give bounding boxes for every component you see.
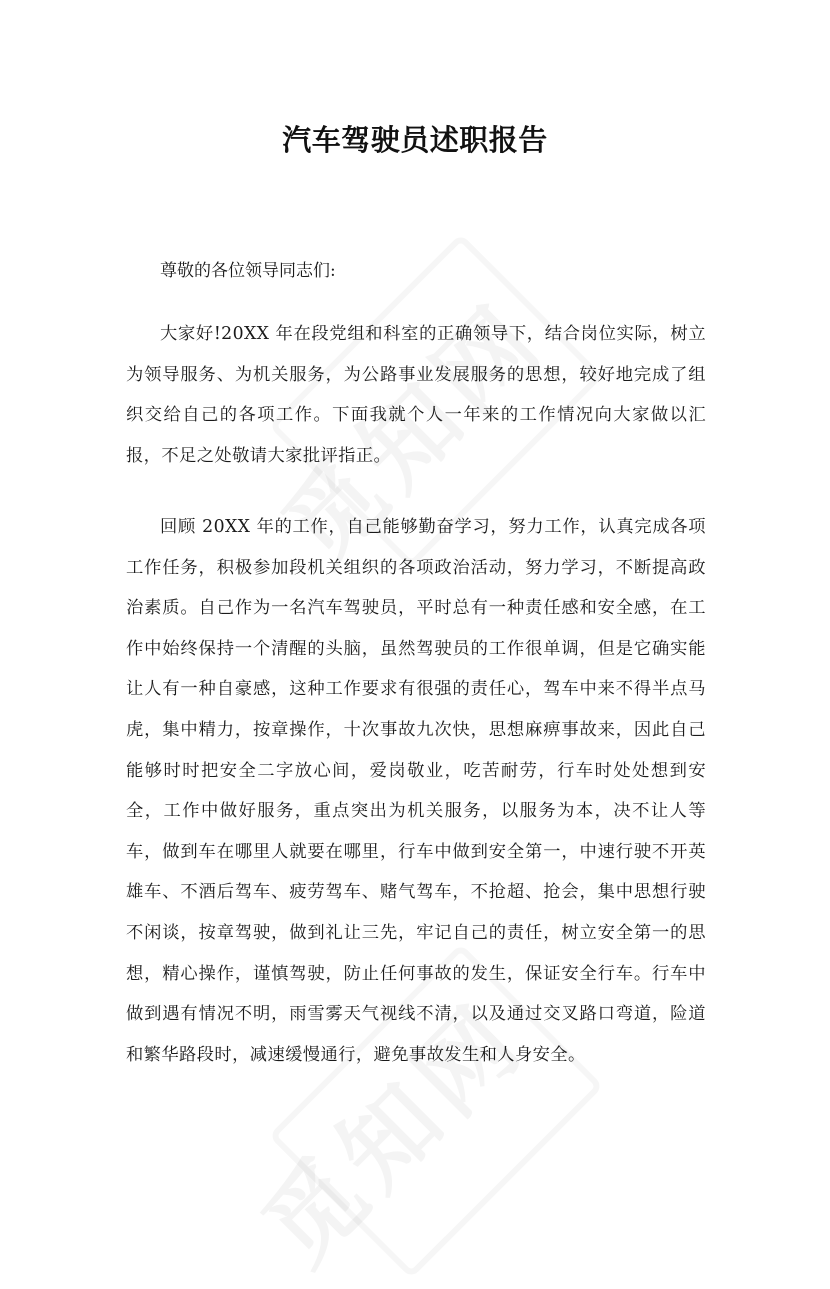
salutation: 尊敬的各位领导同志们:	[160, 261, 336, 281]
paragraph-review: 回顾 20XX 年的工作，自己能够勤奋学习，努力工作，认真完成各项工作任务，积极参加段机关组织的各项政治活动，努力学习，不断提高政治素质。自己作为一名汽车驾驶员，平时总有一种责任感和安全感，在工作中始终保持一个清醒的头脑，虽然驾驶员的工作很单调，但是它确实能让人有一种自豪感，这种工作要求有很强的责任心，驾车中来不得半点马虎，集中精力，按章操作，十次事故九次快，思想麻痹事故来，因此自己能够时时把安全二字放心间，爱岗敬业，吃苦耐劳，行车时处处想到安全，工作中做好服务，重点突出为机关服务，以服务为本，决不让人等车，做到车在哪里人就要在哪里，行车中做到安全第一，中速行驶不开英雄车、不酒后驾车、疲劳驾车、赌气驾车，不抢超、抢会，集中思想行驶不闲谈，按章驾驶，做到礼让三先，牢记自己的责任，树立安全第一的思想，精心操作，谨慎驾驶，防止任何事故的发生，保证安全行车。行车中做到遇有情况不明，雨雪雾天气视线不清，以及通过交叉路口弯道，险道和繁华路段时，减速缓慢通行，避免事故发生和人身安全。	[126, 517, 706, 1065]
paragraph-intro: 大家好!20XX 年在段党组和科室的正确领导下，结合岗位实际，树立为领导服务、为机关服务，为公路事业发展服务的思想，较好地完成了组织交给自己的各项工作。下面我就个人一年来的工作情况向大家做以汇报，不足之处敬请大家批评指正。	[126, 324, 706, 466]
document-title: 汽车驾驶员述职报告	[282, 123, 548, 157]
